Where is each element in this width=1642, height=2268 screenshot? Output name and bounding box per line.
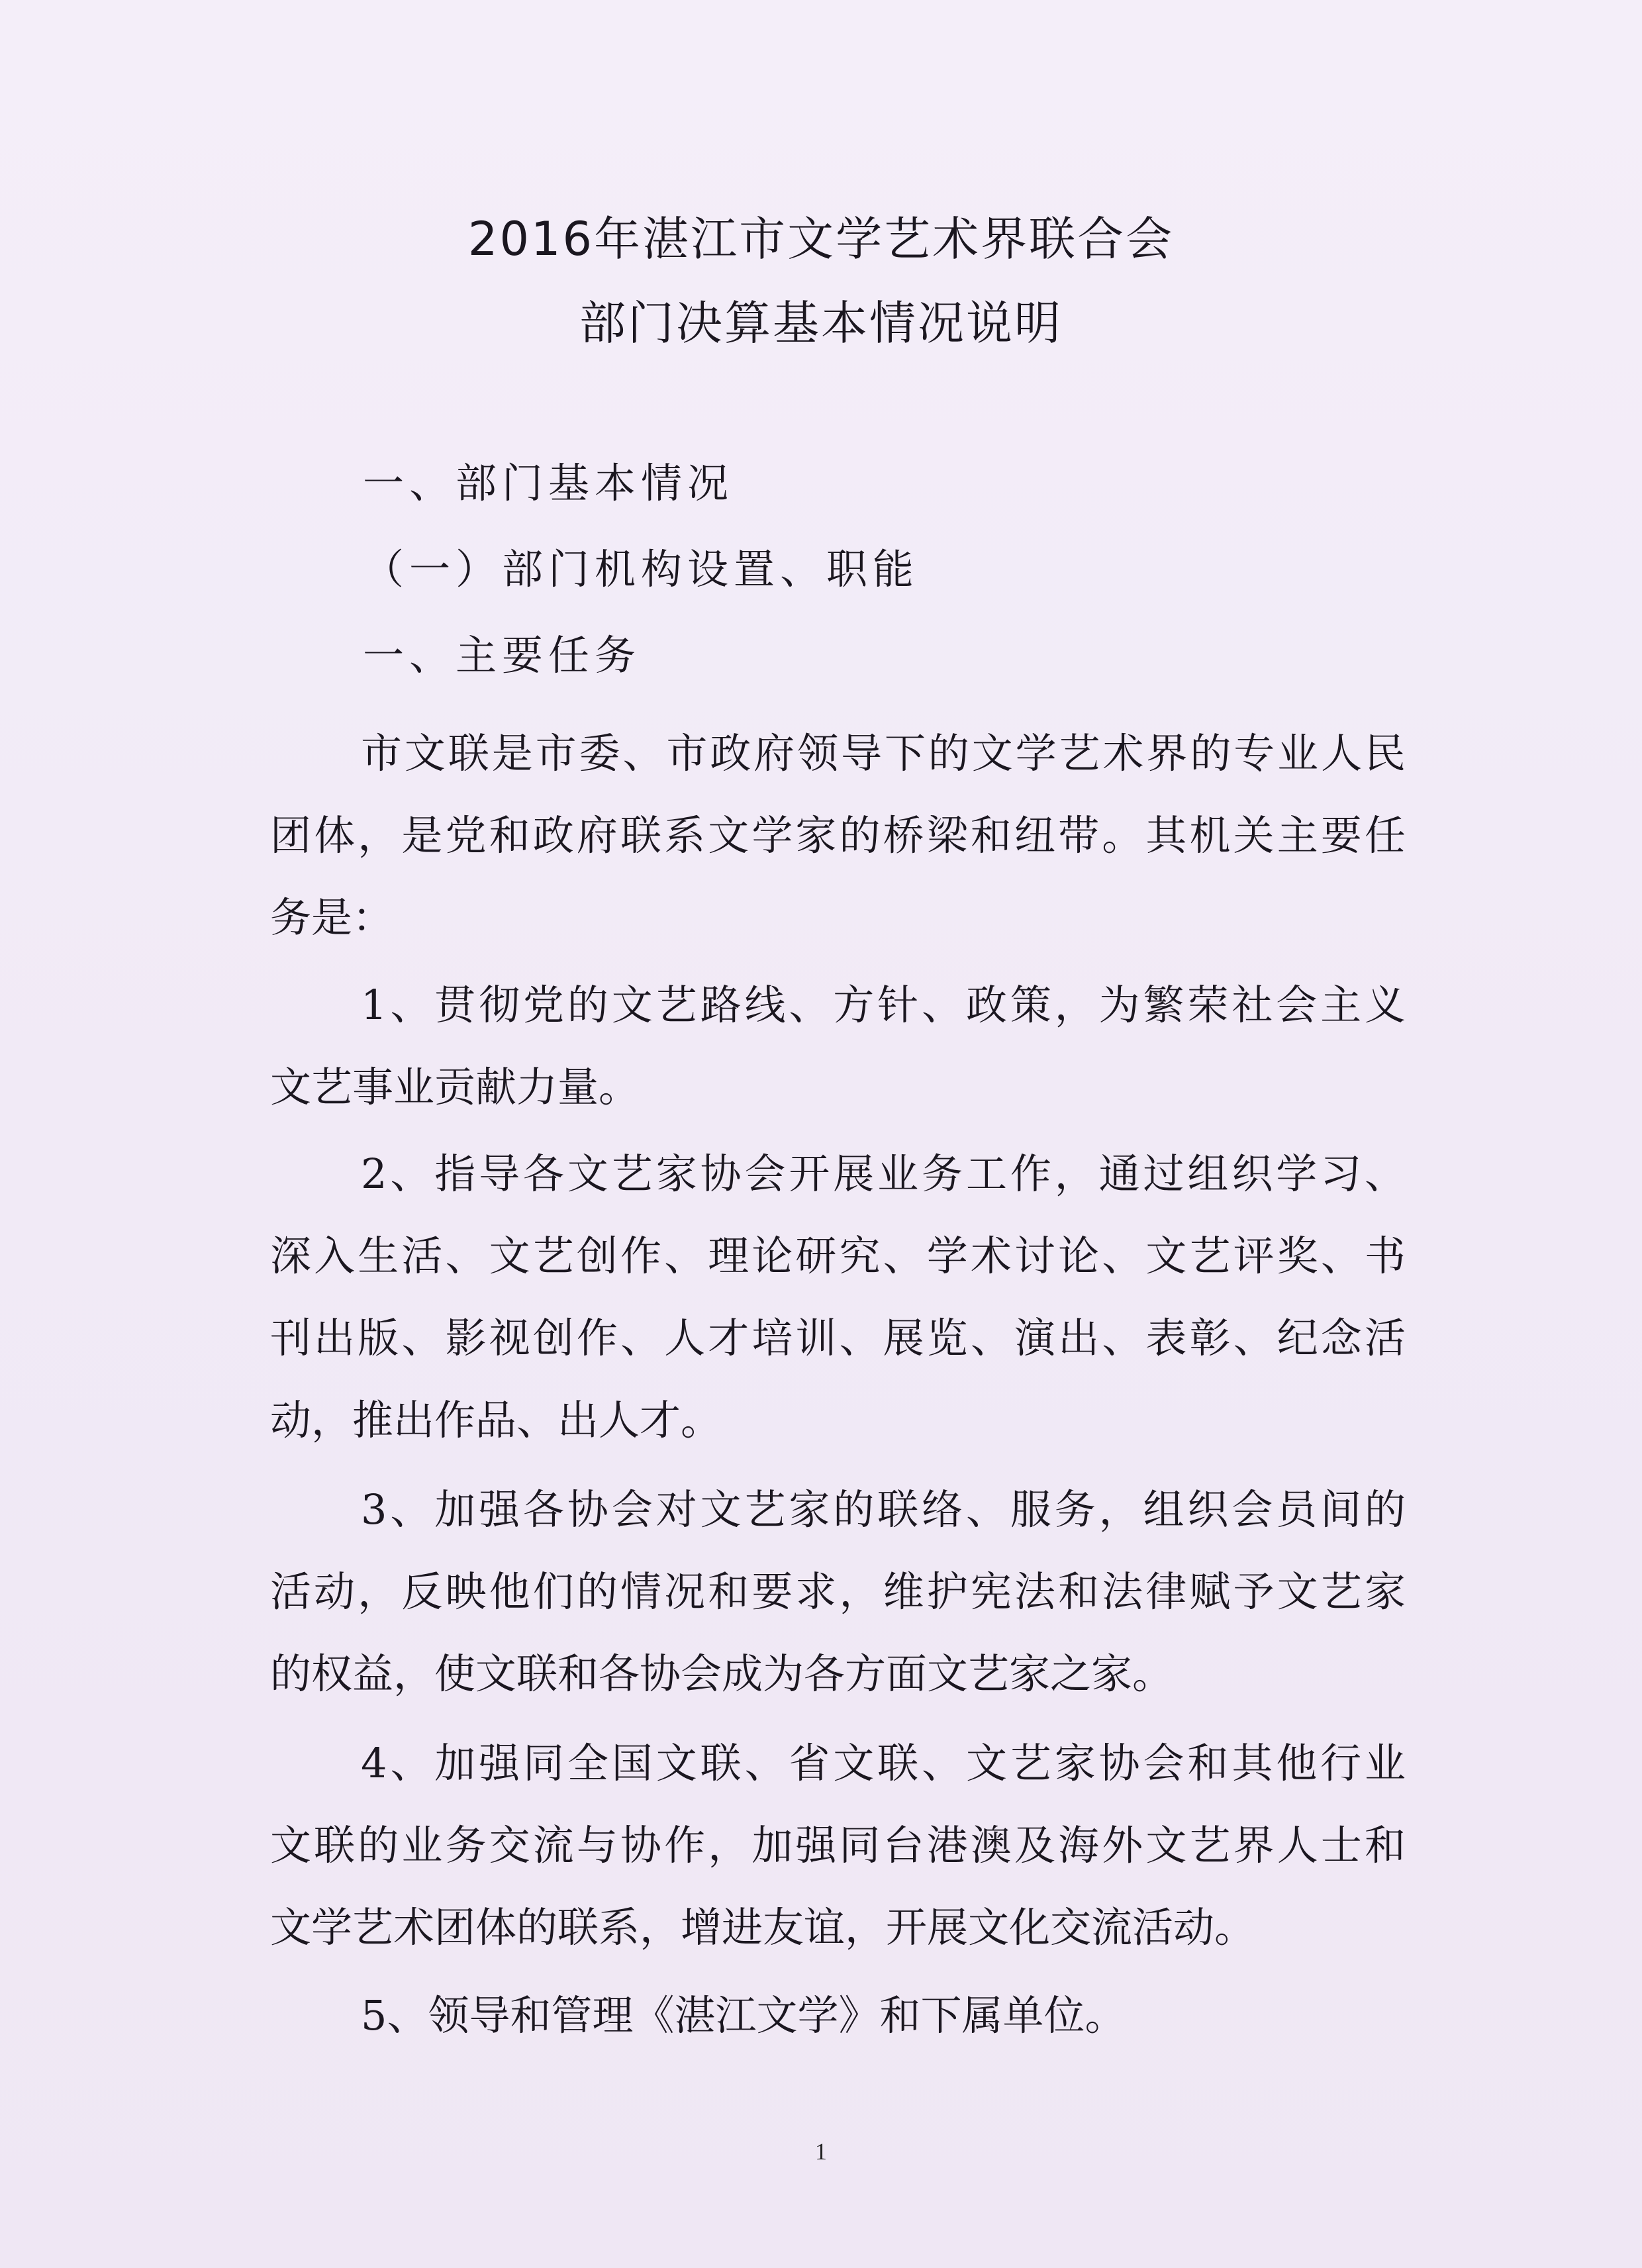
body-line: 文学艺术团体的联系，增进友谊，开展文化交流活动。 (270, 1903, 1256, 1951)
body-line: 务是： (270, 893, 394, 942)
section-heading: 一、部门基本情况 (363, 459, 734, 507)
page-number: 1 (815, 2138, 827, 2165)
subsection-heading: （一）部门机构设置、职能 (363, 545, 920, 593)
body-line: 1、贯彻党的文艺路线、方针、政策，为繁荣社会主义 (361, 981, 1406, 1029)
item-heading: 一、主要任务 (363, 631, 642, 679)
body-line: 刊出版、影视创作、人才培训、展览、演出、表彰、纪念活 (270, 1314, 1406, 1362)
body-line: 团体，是党和政府联系文学家的桥梁和纽带。其机关主要任 (270, 811, 1406, 860)
body-line: 5、领导和管理《湛江文学》和下属单位。 (361, 1991, 1126, 2040)
body-line: 的权益，使文联和各协会成为各方面文艺家之家。 (270, 1650, 1174, 1698)
body-line: 4、加强同全国文联、省文联、文艺家协会和其他行业 (361, 1739, 1406, 1787)
body-line: 市文联是市委、市政府领导下的文学艺术界的专业人民 (361, 729, 1406, 777)
body-line: 动，推出作品、出人才。 (270, 1396, 722, 1444)
body-line: 2、指导各文艺家协会开展业务工作，通过组织学习、 (361, 1150, 1406, 1198)
body-line: 文艺事业贡献力量。 (270, 1063, 640, 1111)
body-line: 活动，反映他们的情况和要求，维护宪法和法律赋予文艺家 (270, 1567, 1406, 1616)
document-title-line-2: 部门决算基本情况说明 (579, 296, 1063, 350)
body-line: 3、加强各协会对文艺家的联络、服务，组织会员间的 (361, 1485, 1406, 1534)
body-line: 文联的业务交流与协作，加强同台港澳及海外文艺界人士和 (270, 1821, 1406, 1869)
document-title-line-1: 2016年湛江市文学艺术界联合会 (467, 212, 1175, 266)
body-line: 深入生活、文艺创作、理论研究、学术讨论、文艺评奖、书 (270, 1232, 1406, 1280)
